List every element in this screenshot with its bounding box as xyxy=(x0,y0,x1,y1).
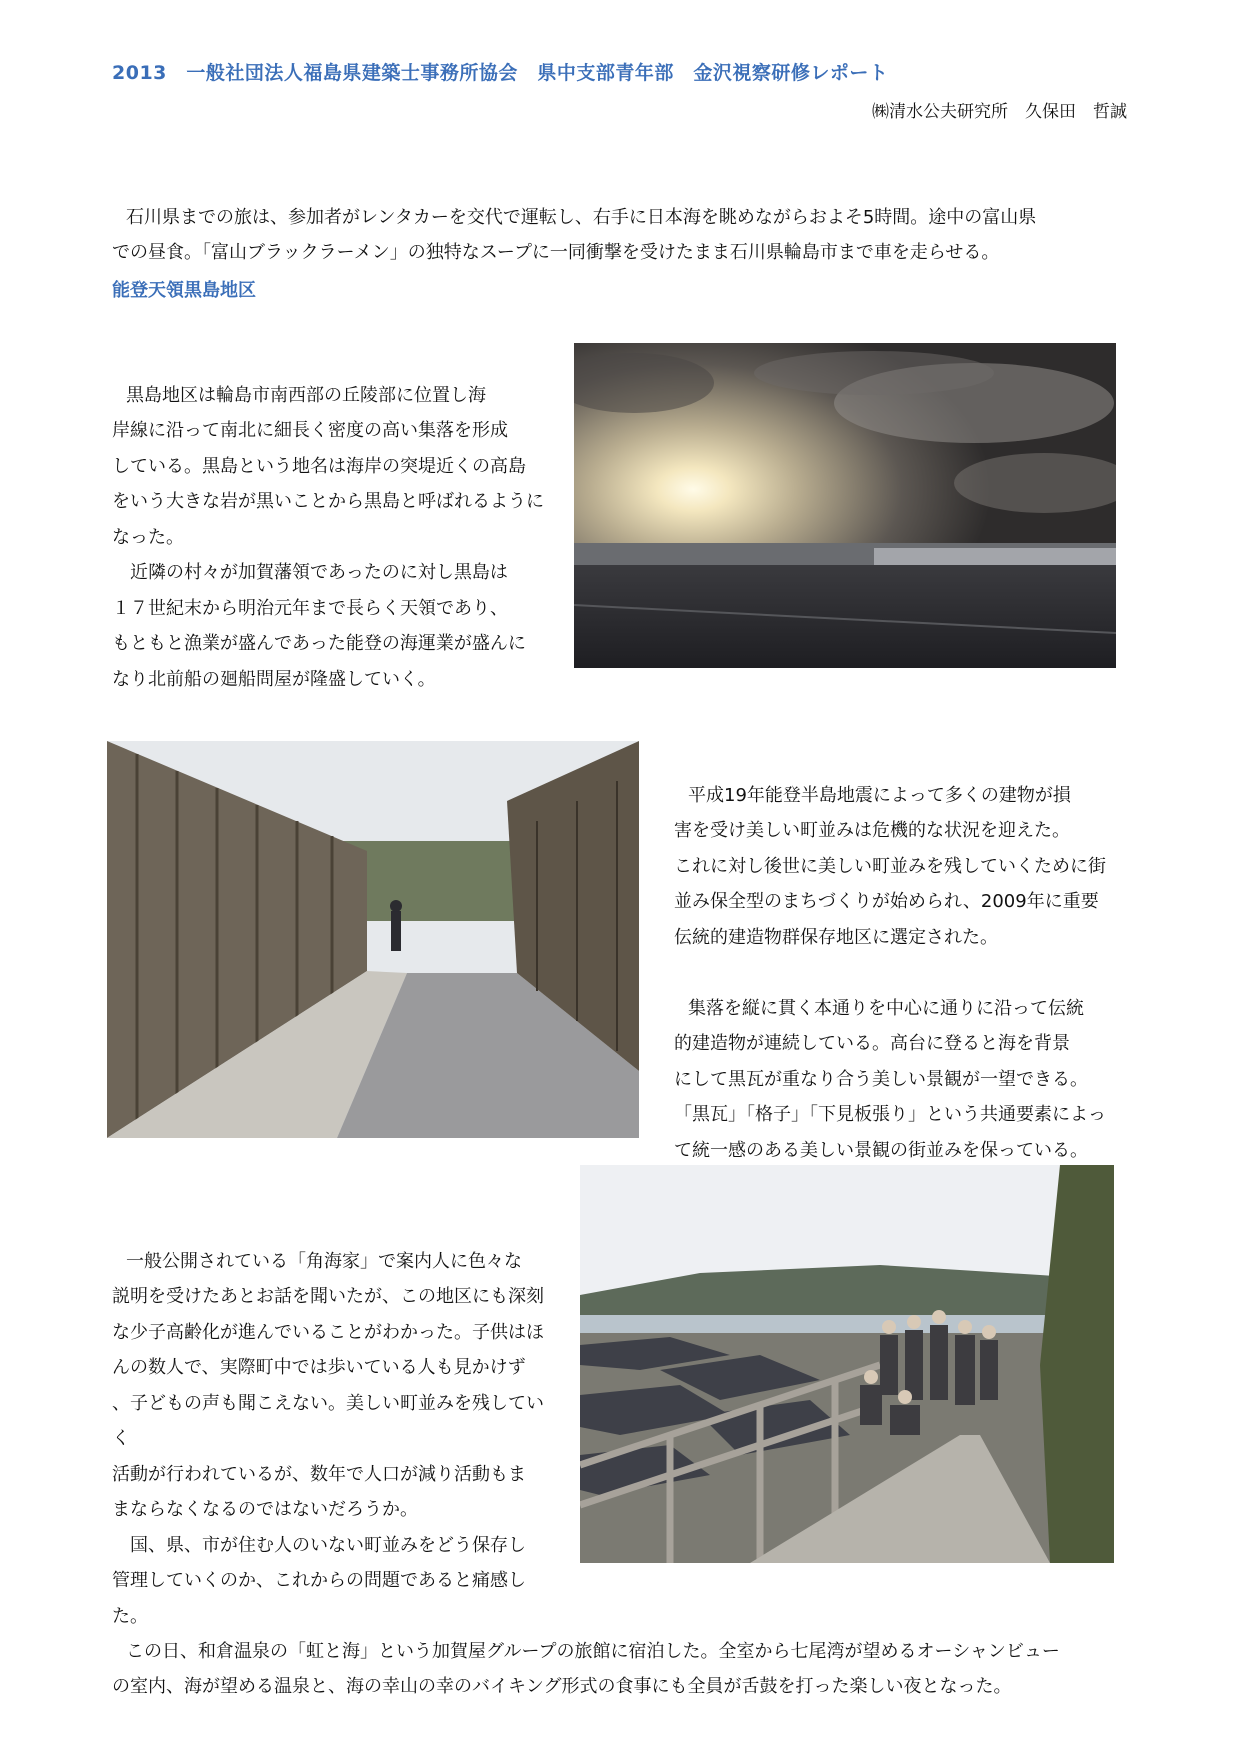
kuroshima-paragraph-2: 平成19年能登半島地震によって多くの建物が損 害を受け美しい町並みは危機的な状況を迎えた。 これに対し後世に美しい町並みを残していくために街 並み保全型のまちづくりが始められ、2009年に重要 伝統的建造物群保存地区に選定された。 xyxy=(674,784,1106,948)
kuroshima-paragraph-3: 集落を縦に貫く本通りを中心に通りに沿って伝統 的建造物が連続している。高台に登ると海を背景 にして黒瓦が重なり合う美しい景観が一望できる。 「黒瓦」「格子」「下見板張り」という共通要素によっ て統一感のある美しい景観の街並みを保っている。 xyxy=(674,997,1106,1161)
intro-paragraph: 石川県までの旅は、参加者がレンタカーを交代で運転し、右手に日本海を眺めながらおよそ5時間。途中の富山県 での昼食。「富山ブラックラーメン」の独特なスープに一同衝撃を受けたまま石川県輪島市まで車を走らせる。 xyxy=(112,206,1037,263)
closing-paragraph: この日、和倉温泉の「虹と海」という加賀屋グループの旅館に宿泊した。全室から七尾湾が望めるオーシャンビュー の室内、海が望める温泉と、海の幸山の幸のバイキング形式の食事にも全員が舌鼓を打った楽しい夜となった。 xyxy=(112,1640,1060,1697)
group-photo xyxy=(580,1165,1114,1563)
author-line: ㈱清水公夫研究所 久保田 哲誠 xyxy=(872,102,1127,122)
report-title: 2013 一般社団法人福島県建築士事務所協会 県中支部青年部 金沢視察研修レポート xyxy=(112,62,889,84)
section-heading: 能登天領黒島地区 xyxy=(112,280,256,301)
sunset-photo xyxy=(574,343,1116,668)
street-photo xyxy=(107,741,639,1138)
kuroshima-paragraph-4: 一般公開されている「角海家」で案内人に色々な 説明を受けたあとお話を聞いたが、この地区にも深刻 な少子高齢化が進んでいることがわかった。子供はほ んの数人で、実際町中では歩いている人も見かけず 、子どもの声も聞こえない。美しい町並みを残していく 活動が行われているが、数年で人口が減り活動もま まならなくなるのではないだろうか。 国、県、市が住む人のいない町並みをどう保存し 管理していくのか、これからの問題であると痛感した。 xyxy=(112,1250,544,1627)
kuroshima-paragraph-1: 黒島地区は輪島市南西部の丘陵部に位置し海 岸線に沿って南北に細長く密度の高い集落を形成 している。黒島という地名は海岸の突堤近くの高島 をいう大きな岩が黒いことから黒島と呼ばれるように なった。 近隣の村々が加賀藩領であったのに対し黒島は １７世紀末から明治元年まで長らく天領であり、 もともと漁業が盛んであった能登の海運業が盛んに なり北前船の廻船問屋が隆盛していく。 xyxy=(112,384,544,690)
